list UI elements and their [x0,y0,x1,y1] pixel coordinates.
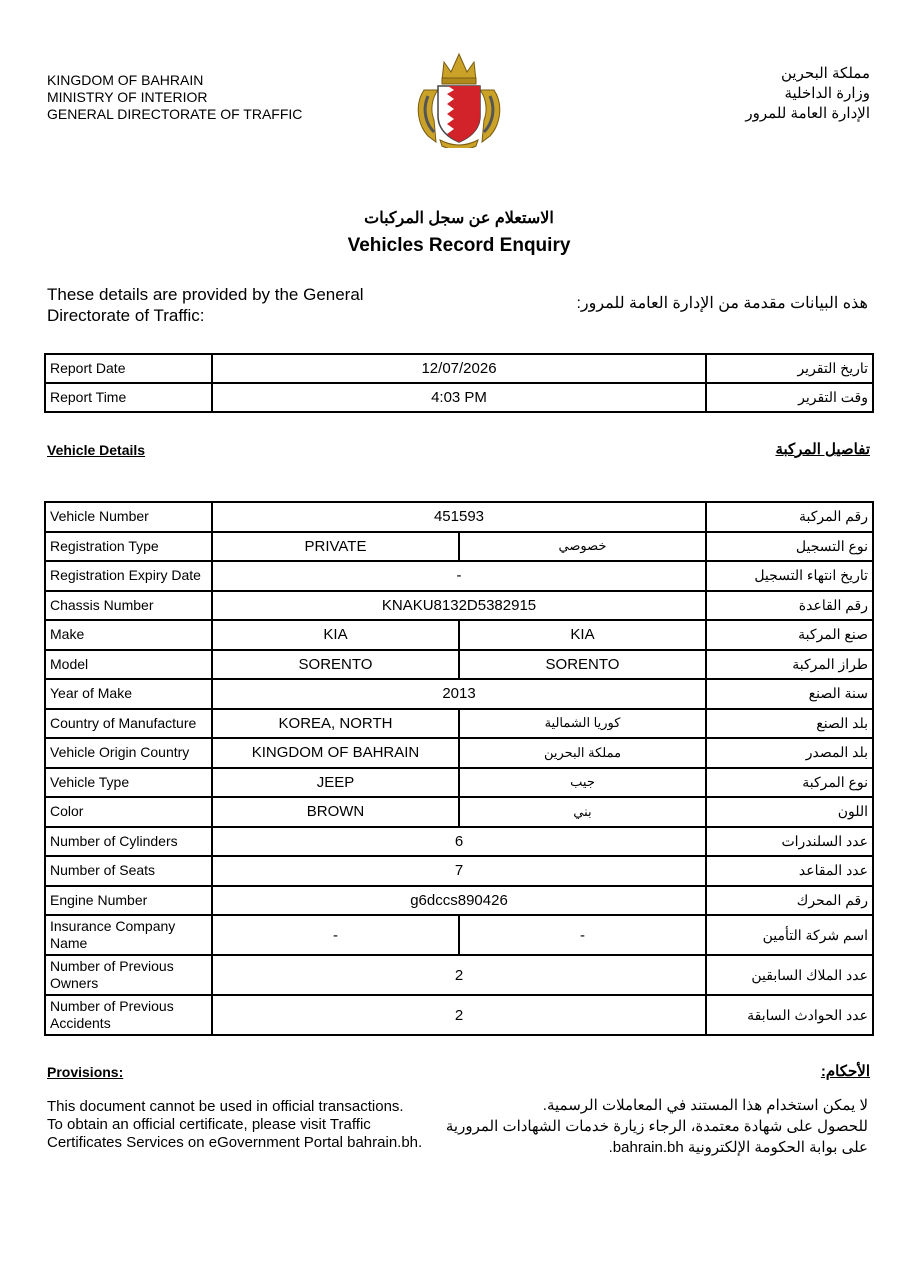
label-en: Color [45,797,212,827]
label-ar: عدد المقاعد [706,856,873,886]
table-row [45,955,873,995]
value: 7 [212,856,706,886]
label-en: Number of Previous Accidents [45,995,212,1035]
label-en: Vehicle Type [45,768,212,798]
header-ar-line: الإدارة العامة للمرور [745,105,870,122]
label-en: Engine Number [45,886,212,916]
value: 451593 [212,502,706,532]
label-en: Registration Type [45,532,212,562]
value-en: - [212,915,459,955]
label-en: Vehicle Number [45,502,212,532]
table-row [45,797,873,827]
label-ar: بلد المصدر [706,738,873,768]
label-en: Number of Seats [45,856,212,886]
value-en: BROWN [212,797,459,827]
label-ar: سنة الصنع [706,679,873,709]
value-ar: مملكة البحرين [459,738,706,768]
label-ar: نوع التسجيل [706,532,873,562]
label-ar: تاريخ انتهاء التسجيل [706,561,873,591]
label-ar: طراز المركبة [706,650,873,680]
table-row [45,532,873,562]
header-en-line: KINGDOM OF BAHRAIN [47,72,204,88]
label-en: Country of Manufacture [45,709,212,739]
label-ar: رقم القاعدة [706,591,873,621]
label-ar: وقت التقرير [706,383,873,412]
table-row [45,827,873,857]
label-ar: عدد الملاك السابقين [706,955,873,995]
header-ar-line: مملكة البحرين [781,65,870,82]
page-title-arabic: الاستعلام عن سجل المركبات [364,210,554,227]
label-ar: بلد الصنع [706,709,873,739]
vehicle-details-table [44,501,874,1036]
label-ar: رقم المحرك [706,886,873,916]
section-title-provisions-arabic: الأحكام: [820,1063,870,1080]
provisions-text-english [47,1098,422,1152]
header-arabic [745,64,870,124]
provision-line: لا يمكن استخدام هذا المستند في المعاملات الرسمية. [542,1097,868,1114]
label-en: Model [45,650,212,680]
value-en: KIA [212,620,459,650]
table-row [45,709,873,739]
provision-line: Certificates Services on eGovernment Portal bahrain.bh. [47,1134,423,1151]
table-row [45,915,873,955]
label-ar: رقم المركبة [706,502,873,532]
value: g6dccs890426 [212,886,706,916]
label-en: Number of Previous Owners [45,955,212,995]
label-ar: عدد الحوادث السابقة [706,995,873,1035]
value-ar: جيب [459,768,706,798]
value: 12/07/2026 [212,354,706,383]
value-en: SORENTO [212,650,459,680]
provision-line: على بوابة الحكومة الإلكترونية bahrain.bh. [608,1139,868,1156]
table-row [45,383,873,412]
label-en: Report Date [45,354,212,383]
value-en: KINGDOM OF BAHRAIN [212,738,459,768]
label-en: Make [45,620,212,650]
header-en-line: GENERAL DIRECTORATE OF TRAFFIC [47,106,303,122]
value: KNAKU8132D5382915 [212,591,706,621]
value: - [212,561,706,591]
table-row [45,995,873,1035]
value: 4:03 PM [212,383,706,412]
label-ar: صنع المركبة [706,620,873,650]
label-ar: اسم شركة التأمين [706,915,873,955]
value-en: JEEP [212,768,459,798]
table-row [45,591,873,621]
intro-text-english: These details are provided by the General Directorate of Traffic: [47,285,364,325]
label-en: Registration Expiry Date [45,561,212,591]
provision-line: To obtain an official certificate, please visit Traffic [47,1116,371,1133]
value-ar: SORENTO [459,650,706,680]
page-title: Vehicles Record Enquiry [347,235,571,256]
header-en-line: MINISTRY OF INTERIOR [47,89,208,105]
value-ar: كوريا الشمالية [459,709,706,739]
provision-line: This document cannot be used in official transactions. [47,1098,404,1115]
intro-text-arabic: هذه البيانات مقدمة من الإدارة العامة للمرور: [576,295,868,312]
value-ar: KIA [459,620,706,650]
label-ar: عدد السلندرات [706,827,873,857]
label-en: Year of Make [45,679,212,709]
table-row [45,502,873,532]
value-ar: خصوصي [459,532,706,562]
value-en: KOREA, NORTH [212,709,459,739]
value: 2 [212,955,706,995]
value-ar: - [459,915,706,955]
bahrain-coat-of-arms-icon [414,50,504,148]
section-title-vehicle-details: Vehicle Details [47,442,146,458]
label-en: Report Time [45,383,212,412]
header-ar-line: وزارة الداخلية [784,85,870,102]
label-ar: نوع المركبة [706,768,873,798]
report-table [44,353,874,413]
value: 2 [212,995,706,1035]
table-row [45,886,873,916]
label-en: Insurance Company Name [45,915,212,955]
label-ar: اللون [706,797,873,827]
value-en: PRIVATE [212,532,459,562]
label-ar: تاريخ التقرير [706,354,873,383]
table-row [45,620,873,650]
table-row [45,856,873,886]
value: 6 [212,827,706,857]
value-ar: بني [459,797,706,827]
section-title-vehicle-details-arabic: تفاصيل المركبة [775,441,870,458]
provision-line: للحصول على شهادة معتمدة، الرجاء زيارة خدمات الشهادات المرورية [445,1118,868,1135]
table-row [45,738,873,768]
label-en: Vehicle Origin Country [45,738,212,768]
table-row [45,354,873,383]
table-row [45,650,873,680]
provisions-text-arabic [446,1095,868,1158]
table-row [45,679,873,709]
section-title-provisions: Provisions: [47,1064,124,1080]
label-en: Chassis Number [45,591,212,621]
header-english [47,72,302,123]
value: 2013 [212,679,706,709]
label-en: Number of Cylinders [45,827,212,857]
table-row [45,561,873,591]
table-row [45,768,873,798]
